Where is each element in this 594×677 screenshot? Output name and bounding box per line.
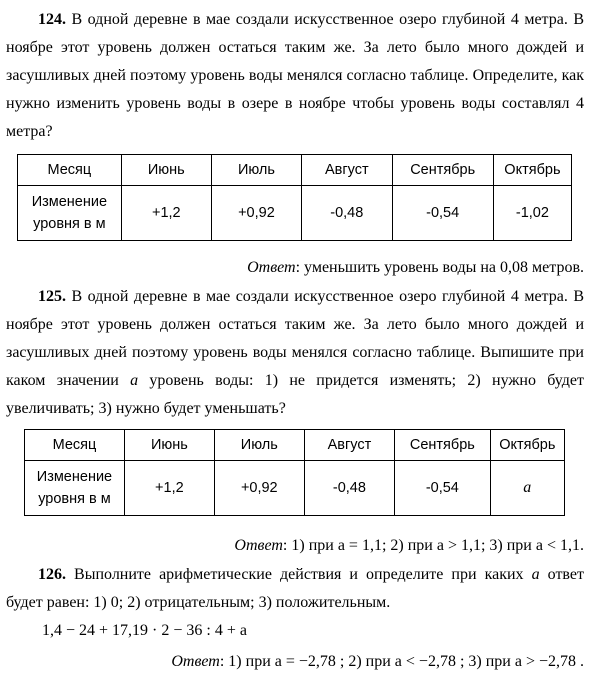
variable-a: a	[531, 566, 540, 583]
arithmetic-expression: 1,4 − 24 + 17,19 · 2 − 36 : 4 + a	[42, 622, 247, 639]
value-cell: -0,54	[392, 186, 493, 241]
value-cell: +0,92	[214, 461, 304, 516]
value-cell: -0,48	[304, 461, 394, 516]
header-cell-july: Июль	[214, 430, 304, 461]
header-cell-october: Октябрь	[490, 430, 564, 461]
variable-a: a	[130, 372, 139, 389]
table-row	[25, 461, 565, 516]
level-change-table-124	[17, 154, 572, 241]
header-cell-july: Июль	[211, 155, 301, 186]
answer-text: : уменьшить уровень воды на 0,08 метров.	[295, 259, 584, 276]
problem-text-after: ответ будет равен: 1) 0; 2) отрицательным; 3) положительным.	[6, 566, 584, 611]
problem-124	[6, 6, 584, 146]
header-cell-october: Октябрь	[493, 155, 571, 186]
value-cell: -1,02	[493, 186, 571, 241]
table-row	[18, 186, 572, 241]
problem-text-after: уровень воды: 1) не придется изменять; 2) нужно будет увеличивать; 3) нужно будет уменьшать?	[6, 372, 585, 417]
header-cell-month: Месяц	[25, 430, 125, 461]
value-cell: +1,2	[121, 186, 211, 241]
problem-number: 125.	[38, 288, 66, 305]
answer-124	[247, 258, 584, 278]
header-cell-august: Август	[302, 155, 393, 186]
header-cell-august: Август	[304, 430, 394, 461]
value-cell: -0,48	[302, 186, 393, 241]
problem-126	[6, 561, 584, 617]
row-label-cell: Изменение уровня в м	[25, 461, 125, 516]
table-header-row	[25, 430, 565, 461]
problem-text-before: В одной деревне в мае создали искусственное озеро глубиной 4 метра. В ноябре этот уровень должен остаться таким же. За лето было много дождей и засушливых дней поэтому уровень воды менялся согласно таблице. Выпишите при каком значении	[6, 288, 584, 389]
answer-125	[234, 536, 584, 556]
header-cell-september: Сентябрь	[395, 430, 490, 461]
header-cell-september: Сентябрь	[392, 155, 493, 186]
header-cell-month: Месяц	[18, 155, 122, 186]
problem-number: 126.	[38, 566, 66, 583]
answer-text: : 1) при a = −2,78 ; 2) при a < −2,78 ; 3) при a > −2,78 .	[219, 653, 584, 670]
problem-125	[6, 283, 584, 423]
answer-label: Ответ	[234, 537, 283, 554]
header-cell-june: Июнь	[121, 155, 211, 186]
answer-label: Ответ	[171, 653, 220, 670]
header-cell-june: Июнь	[124, 430, 214, 461]
value-cell: +0,92	[211, 186, 301, 241]
level-change-table-125	[24, 429, 565, 516]
problem-number: 124.	[38, 11, 66, 28]
problem-text-before: Выполните арифметические действия и определите при каких	[74, 566, 532, 583]
value-cell: +1,2	[124, 461, 214, 516]
value-cell-variable: a	[490, 461, 564, 516]
answer-126	[171, 652, 584, 672]
answer-label: Ответ	[247, 259, 296, 276]
table-header-row	[18, 155, 572, 186]
problem-text: В одной деревне в мае создали искусственное озеро глубиной 4 метра. В ноябре этот уровень должен остаться таким же. За лето было много дождей и засушливых дней поэтому уровень воды менялся согласно таблице. Определите, как нужно изменить уровень воды в озере в ноябре чтобы уровень воды составлял 4 метра?	[6, 11, 584, 140]
answer-text: : 1) при a = 1,1; 2) при a > 1,1; 3) при a < 1,1.	[282, 537, 584, 554]
row-label-cell: Изменение уровня в м	[18, 186, 122, 241]
value-cell: -0,54	[395, 461, 490, 516]
